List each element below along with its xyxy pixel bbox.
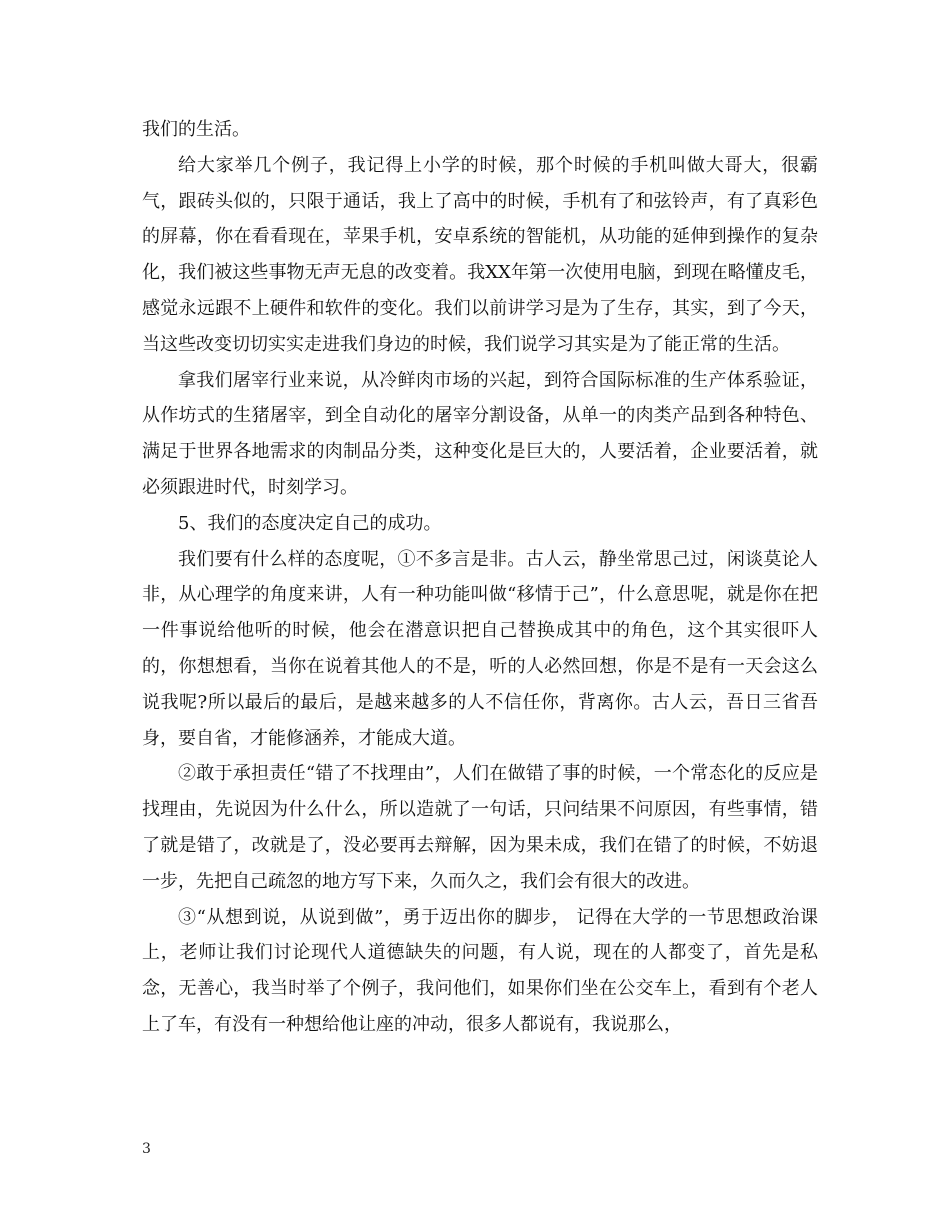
paragraph-1: 我们的生活。: [142, 119, 250, 140]
paragraph-6: ③“从想到说，从说到做”，勇于迈出你的脚步， 记得在大学的一节思想政治课上，老师让我们讨论现代人道德缺失的问题，有人说，现在的人都变了，首先是私念，无善心，我当时举了个例子，我问他们，如果你们坐在公交车上，看到有个老人上了车，有没有一种想给他让座的冲动，很多人都说有，我说那么，: [142, 906, 818, 1035]
page-number: 3: [142, 1141, 151, 1157]
paragraph-5: ②敢于承担责任“错了不找理由”，人们在做错了事的时候，一个常态化的反应是找理由，先说因为什么什么，所以造就了一句话，只问结果不问原因，有些事情，错了就是错了，改就是了，没必要再去辩解，因为果未成，我们在错了的时候，不妨退一步，先把自己疏忽的地方写下来，久而久之，我们会有很大的改进。: [142, 763, 818, 892]
section-heading: 5、我们的态度决定自己的成功。: [178, 512, 442, 534]
paragraph-4: 我们要有什么样的态度呢，①不多言是非。古人云，静坐常思己过，闲谈莫论人非，从心理学的角度来讲，人有一种功能叫做“移情于己”，什么意思呢，就是你在把一件事说给他听的时候，他会在潜意识把自己替换成其中的角色，这个其实很吓人的，你想想看，当你在说着其他人的不是，听的人必然回想，你是不是有一天会这么说我呢?所以最后的最后，是越来越多的人不信任你，背离你。古人云，吾日三省吾身，要自省，才能修涵养，才能成大道。: [142, 548, 818, 749]
body-text: [142, 112, 818, 1043]
paragraph-3: 拿我们屠宰行业来说，从冷鲜肉市场的兴起，到符合国际标准的生产体系验证，从作坊式的生猪屠宰，到全自动化的屠宰分割设备，从单一的肉类产品到各种特色、满足于世界各地需求的肉制品分类，这种变化是巨大的，人要活着，企业要活着，就必须跟进时代，时刻学习。: [142, 369, 818, 498]
paragraph-2: 给大家举几个例子，我记得上小学的时候，那个时候的手机叫做大哥大，很霸气，跟砖头似的，只限于通话，我上了高中的时候，手机有了和弦铃声，有了真彩色的屏幕，你在看看现在，苹果手机，安卓系统的智能机，从功能的延伸到操作的复杂化，我们被这些事物无声无息的改变着。我XX年第一次使用电脑，到现在略懂皮毛，感觉永远跟不上硬件和软件的变化。我们以前讲学习是为了生存，其实，到了今天，当这些改变切切实实走进我们身边的时候，我们说学习其实是为了能正常的生活。: [142, 154, 818, 355]
